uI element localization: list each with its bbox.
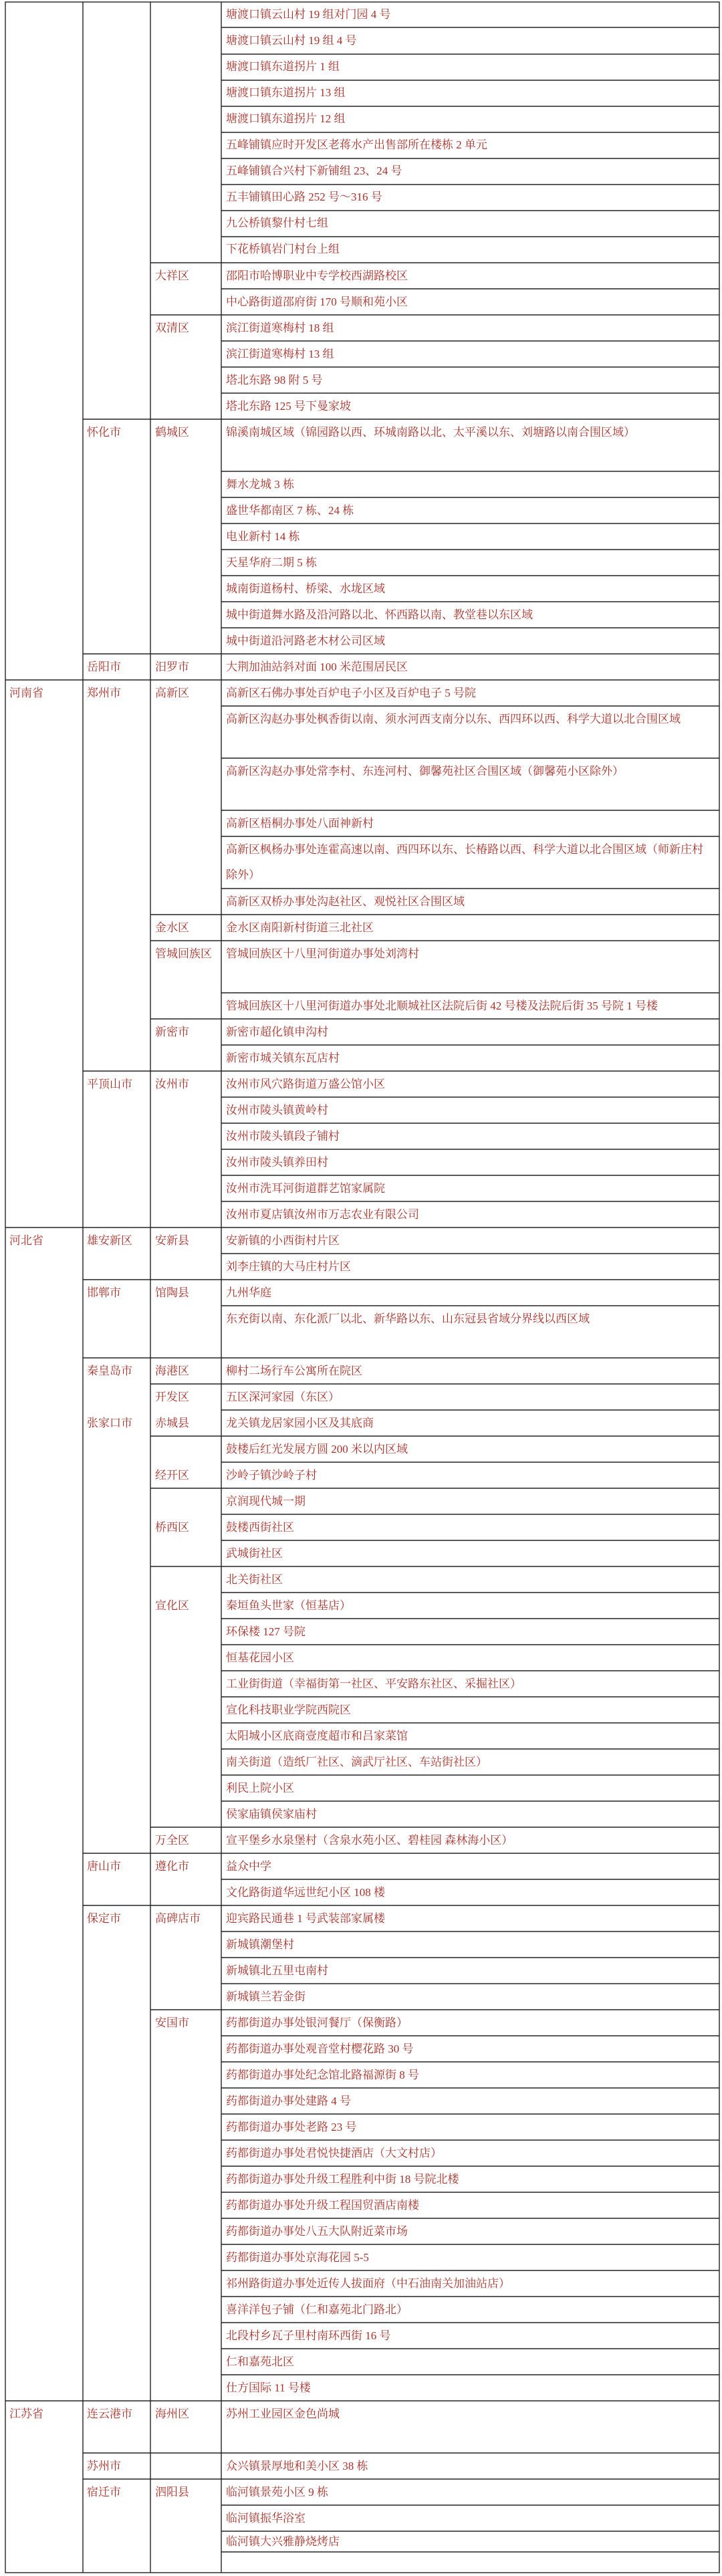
address-row: 锦溪南城区域（锦园路以西、环城南路以北、太平溪以东、刘塘路以南合围区域） [226, 426, 635, 439]
district-haigang: 海港区 [155, 1365, 189, 1377]
address-row: 东充街以南、东化派厂以北、新华路以东、山东冠县省域分界线以西区域 [226, 1312, 590, 1325]
district-anguo: 安国市 [155, 2016, 189, 2029]
address-row: 药都街道办事处建路 4 号 [226, 2095, 351, 2107]
district-gaobeidian: 高碑店市 [155, 1912, 201, 1925]
address-row: 舞水龙城 3 栋 [226, 478, 294, 491]
address-row: 九州华庭 [226, 1286, 271, 1299]
address-row: 新城镇兰若金街 [226, 1990, 306, 2003]
district-guanchenghui: 管城回族区 [155, 947, 212, 960]
address-row: 高新区沟赵办事处枫香街以南、须水河西支南分以东、西四环以西、科学大道以北合围区域 [226, 713, 681, 725]
city-zhangjiakou: 张家口市 [87, 1417, 132, 1429]
province-hebei: 河北省 [9, 1234, 43, 1247]
address-row: 新城镇潮堡村 [226, 1938, 294, 1951]
district-daxiang: 大祥区 [155, 269, 189, 282]
district-gaoxin: 高新区 [155, 687, 189, 699]
address-row: 五峰铺镇应时开发区老蒋水产出售部所在楼栋 2 单元 [226, 138, 487, 151]
address-row: 汝州市陵头镇段子铺村 [226, 1130, 340, 1143]
address-row: 金水区南阳新村街道三北社区 [226, 921, 374, 934]
province-henan: 河南省 [9, 687, 43, 699]
city-pingdingshan: 平顶山市 [87, 1078, 132, 1090]
address-row: 药都街道办事处京海花园 5-5 [226, 2251, 369, 2264]
address-row: 汝州市陵头镇养田村 [226, 1156, 328, 1169]
address-row: 鼓楼后红光发展方圆 200 米以内区域 [226, 1443, 408, 1455]
district-jinshui: 金水区 [155, 921, 189, 934]
address-row: 下花桥镇岩门村台上组 [226, 243, 340, 255]
address-row: 管城回族区十八里河街道办事处北顺城社区法院后街 42 号楼及法院后街 35 号院 1 号楼 [226, 1000, 658, 1012]
address-row: 天星华府二期 5 栋 [226, 556, 317, 569]
address-row: 祁州路街道办事处近传人拔面府（中石油南关加油站店） [226, 2277, 510, 2290]
city-handan: 邯郸市 [87, 1286, 121, 1299]
city-suqian: 宿迁市 [87, 2486, 121, 2498]
address-row: 塘渡口镇东道拐片 1 组 [226, 60, 340, 73]
address-row: 工业街街道（幸福街第一社区、平安路东社区、采掘社区） [226, 1677, 521, 1690]
address-row: 宣平堡乡水泉堡村（含泉水苑小区、碧桂园 森林海小区） [226, 1834, 513, 1847]
address-row: 高新区双桥办事处沟赵社区、观悦社区合围区域 [226, 895, 465, 908]
address-row: 高新区梧桐办事处八面神新村 [226, 817, 374, 830]
district-xuanhua: 宣化区 [155, 1599, 189, 1612]
address-row: 城中街道沿河路老木材公司区域 [226, 634, 385, 647]
address-row: 高新区枫杨办事处连霍高速以南、西四环以东、长椿路以西、科学大道以北合围区域（师新庄村除外） [226, 843, 703, 881]
address-row: 众兴镇景厚地和美小区 38 栋 [226, 2460, 368, 2472]
address-row: 北关街社区 [226, 1573, 283, 1586]
address-row: 塘渡口镇东道拐片 13 组 [226, 86, 346, 99]
district-hecheng: 鹤城区 [155, 426, 189, 439]
address-row: 城南街道杨村、桥梁、水垅区域 [226, 582, 385, 595]
district-miluo: 汨罗市 [155, 661, 189, 673]
address-row: 汝州市陵头镇黄岭村 [226, 1104, 328, 1117]
address-row: 北段村乡瓦子里村南环西街 16 号 [226, 2329, 391, 2342]
address-row: 侯家庙镇侯家庙村 [226, 1808, 317, 1821]
address-row: 九公桥镇黎什村七组 [226, 217, 328, 229]
address-row: 塔北东路 98 附 5 号 [226, 374, 323, 386]
address-row: 五丰铺镇田心路 252 号～316 号 [226, 191, 382, 203]
address-row: 城中街道舞水路及沿河路以北、怀西路以南、教堂巷以东区域 [226, 608, 533, 621]
city-qinhuangdao: 秦皇岛市 [87, 1365, 132, 1377]
city-xiongan: 雄安新区 [87, 1234, 132, 1247]
address-row: 仁和嘉苑北区 [226, 2355, 294, 2368]
district-chicheng: 赤城县 [155, 1417, 189, 1429]
address-row: 新密市城关镇东瓦店村 [226, 1052, 340, 1064]
district-qiaoxi: 桥西区 [155, 1521, 189, 1534]
district-zunhua: 遵化市 [155, 1860, 189, 1873]
city-huaihua: 怀化市 [87, 426, 121, 439]
address-row: 喜洋洋包子铺（仁和嘉苑北门路北） [226, 2303, 408, 2316]
address-row: 武城街社区 [226, 1547, 283, 1560]
city-tangshan: 唐山市 [87, 1860, 121, 1873]
address-row: 迎宾路民通巷 1 号武装部家属楼 [226, 1912, 385, 1925]
district-kaifa: 开发区 [155, 1391, 189, 1403]
district-xinmi: 新密市 [155, 1026, 189, 1038]
address-row: 药都街道办事处纪念馆北路福源街 8 号 [226, 2069, 419, 2081]
city-suzhou: 苏州市 [87, 2460, 121, 2472]
address-row: 仕方国际 11 号楼 [226, 2381, 311, 2394]
address-row: 药都街道办事处银河餐厅（保衡路） [226, 2016, 408, 2029]
address-row: 太阳城小区底商壹度超市和吕家菜馆 [226, 1730, 408, 1742]
address-row: 柳村二场行车公寓所在院区 [226, 1365, 362, 1377]
address-row: 宣化科技职业学院西院区 [226, 1704, 351, 1716]
address-row: 塘渡口镇云山村 19 组对门园 4 号 [226, 8, 391, 21]
address-row: 高新区石佛办事处百炉电子小区及百炉电子 5 号院 [226, 687, 476, 699]
address-row: 利民上院小区 [226, 1782, 294, 1794]
address-row: 环保楼 127 号院 [226, 1625, 306, 1638]
address-row: 秦垣鱼头世家（恒基店） [226, 1599, 351, 1612]
district-guantao: 馆陶县 [155, 1286, 189, 1299]
address-row: 沙岭子镇沙岭子村 [226, 1469, 317, 1482]
address-row: 汝州市洗耳河街道群艺馆家属院 [226, 1182, 385, 1195]
address-row: 药都街道办事处升级工程胜利中街 18 号院北楼 [226, 2173, 459, 2186]
address-row: 恒基花园小区 [226, 1651, 294, 1664]
address-row: 新密市超化镇申沟村 [226, 1026, 328, 1038]
address-row: 药都街道办事处君悦快捷酒店（大文村店） [226, 2147, 442, 2159]
address-row: 临河镇振华浴室 [226, 2512, 306, 2525]
address-row: 药都街道办事处八五大队附近菜市场 [226, 2225, 408, 2238]
district-haizhou: 海州区 [155, 2408, 189, 2420]
address-row: 龙关镇龙居家园小区及其底商 [226, 1417, 374, 1429]
province-jiangsu: 江苏省 [9, 2408, 43, 2420]
address-row: 高新区沟赵办事处常李村、东连河村、御馨苑社区合围区域（御馨苑小区除外） [226, 765, 624, 778]
district-wanquan: 万全区 [155, 1834, 189, 1847]
address-row: 电业新村 14 栋 [226, 530, 300, 543]
district-ruzhou: 汝州市 [155, 1078, 189, 1090]
address-row: 五峰铺镇合兴村下新铺组 23、24 号 [226, 164, 402, 177]
address-row: 药都街道办事处升级工程国贸酒店南楼 [226, 2199, 419, 2212]
address-row: 五区深河家园（东区） [226, 1391, 340, 1403]
address-row: 汝州市夏店镇汝州市万志农业有限公司 [226, 1208, 419, 1221]
address-row: 鼓楼西街社区 [226, 1521, 294, 1534]
address-row: 塘渡口镇东道拐片 12 组 [226, 112, 346, 125]
address-row: 刘李庄镇的大马庄村片区 [226, 1260, 351, 1273]
address-row: 京润现代城一期 [226, 1495, 306, 1508]
address-row: 盛世华都南区 7 栋、24 栋 [226, 504, 354, 517]
district-siyang: 泗阳县 [155, 2486, 189, 2498]
address-row: 苏州工业园区金色尚城 [226, 2408, 340, 2420]
address-row: 南关街道（造纸厂社区、滴武厅社区、车站街社区） [226, 1756, 487, 1768]
address-row: 中心路街道邵府街 170 号顺和苑小区 [226, 296, 408, 308]
address-row: 益众中学 [226, 1860, 271, 1873]
address-row: 邵阳市哈博职业中专学校西湖路校区 [226, 269, 408, 282]
address-row: 大荆加油站斜对面 100 米范围居民区 [226, 661, 408, 673]
city-baoding: 保定市 [87, 1912, 121, 1925]
district-jingkai: 经开区 [155, 1469, 189, 1482]
address-row: 新城镇北五里屯南村 [226, 1964, 328, 1977]
city-zhengzhou: 郑州市 [87, 687, 121, 699]
address-row: 临河镇景苑小区 9 栋 [226, 2486, 328, 2498]
district-anxin: 安新县 [155, 1234, 189, 1247]
address-row: 汝州市风穴路街道万盛公馆小区 [226, 1078, 385, 1090]
city-yueyang: 岳阳市 [87, 661, 121, 673]
address-row: 文化路街道华远世纪小区 108 楼 [226, 1886, 385, 1899]
address-row: 管城回族区十八里河街道办事处刘湾村 [226, 947, 419, 960]
address-row: 药都街道办事处观音堂村樱花路 30 号 [226, 2042, 414, 2055]
district-shuangqing: 双清区 [155, 322, 189, 334]
address-row: 药都街道办事处老路 23 号 [226, 2121, 357, 2133]
address-row: 滨江街道寒梅村 13 组 [226, 348, 334, 360]
address-row: 临河镇大兴雅静烧烤店 [226, 2535, 340, 2548]
address-row: 安新镇的小西街村片区 [226, 1234, 340, 1247]
address-row: 塘渡口镇云山村 19 组 4 号 [226, 34, 357, 47]
address-row: 滨江街道寒梅村 18 组 [226, 322, 334, 334]
address-row: 塔北东路 125 号下曼家坡 [226, 400, 351, 413]
city-lianyungang: 连云港市 [87, 2408, 132, 2420]
